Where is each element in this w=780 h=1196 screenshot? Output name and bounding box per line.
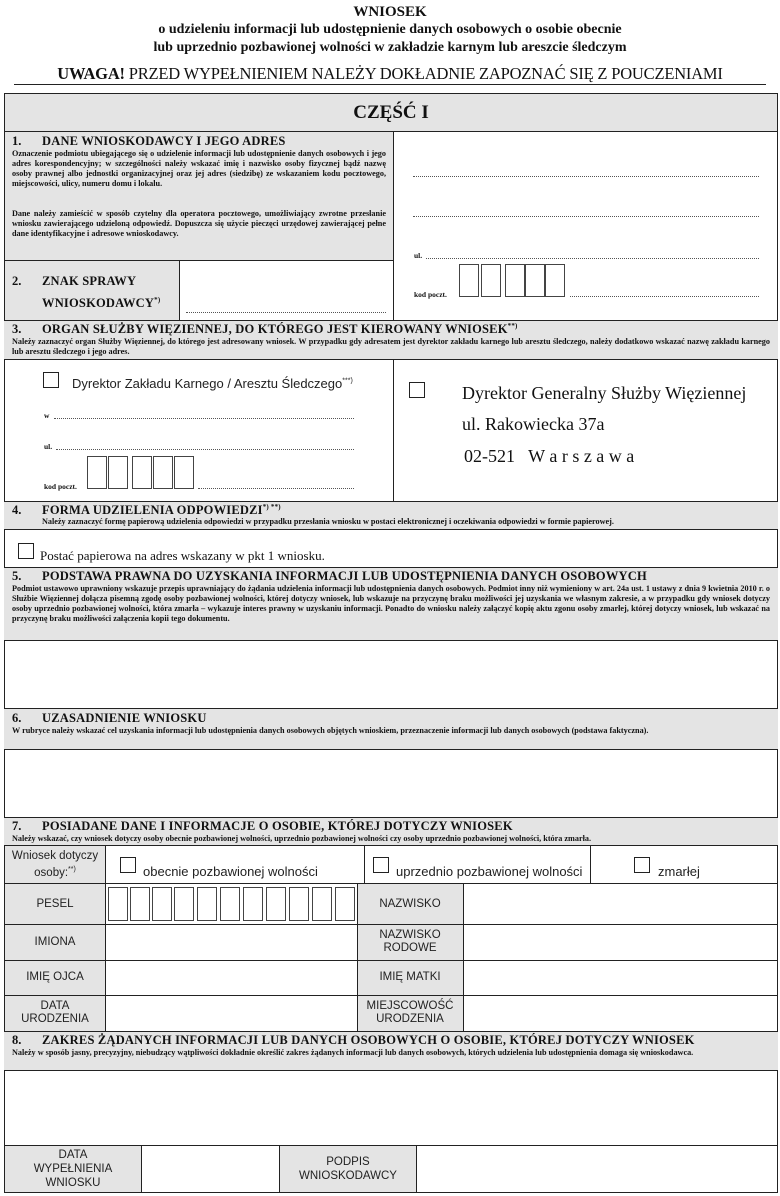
pesel-digit-7[interactable] — [243, 887, 263, 921]
family-name-label-line1: NAZWISKO — [379, 929, 441, 941]
section6-title: UZASADNIENIE WNIOSKU — [42, 711, 207, 725]
pesel-digit-9[interactable] — [289, 887, 309, 921]
applicant-city-field[interactable] — [570, 296, 759, 297]
warning-text: PRZED WYPEŁNIENIEM NALEŻY DOKŁADNIE ZAPOZNAĆ SIĘ Z POUCZENIAMI — [124, 64, 723, 83]
prison-postal-label: kod poczt. — [44, 482, 77, 491]
paper-form-checkbox[interactable] — [18, 543, 34, 559]
section2-number: 2. — [12, 274, 22, 288]
applicant-postal-digit-3[interactable] — [505, 264, 525, 297]
warning-underline — [14, 84, 766, 85]
warning-bold: UWAGA! — [57, 64, 125, 83]
section1-number: 1. — [12, 134, 22, 148]
family-name-field[interactable] — [465, 926, 776, 959]
director-general-city: 02-521 W a r s z a w a — [464, 446, 635, 466]
section5-title: PODSTAWA PRAWNA DO UZYSKANIA INFORMACJI LUB UDOSTĘPNIENIA DANYCH OSOBOWYCH — [42, 569, 647, 583]
person-current-checkbox[interactable] — [120, 857, 136, 873]
birth-date-field[interactable] — [107, 997, 355, 1030]
prison-name-field[interactable] — [54, 418, 354, 419]
section2-title-line1: ZNAK SPRAWY — [42, 274, 137, 288]
section1-description: Oznaczenie podmiotu ubiegającego się o udzielenie informacji lub udostępnienie danych osobowych i jego adres korespondencyjny; w szczególności należy wskazać imię i nazwisko osoby fizycznej bądź nazwę osoby prawnej albo jednostki organizacyjnej oraz jej adres (siedzibę) ze wskazaniem kodu pocztowego, miejscowości, ulicy, numeru domu i lokalu. — [12, 149, 386, 188]
section3-description: Należy zaznaczyć organ Służby Więziennej, do którego jest adresowany wniosek. W przypadku gdy adresatem jest dyrektor zakładu karnego lub aresztu śledczego, należy dodatkowo wskazać nazwę zakładu karnego lub aresztu śledczego i jego adres. — [12, 337, 770, 356]
option-prison-director-checkbox[interactable] — [43, 372, 59, 388]
birth-date-label-line2: URODZENIA — [21, 1013, 89, 1025]
pesel-digit-10[interactable] — [312, 887, 332, 921]
justification-field[interactable] — [6, 751, 776, 815]
option-director-general-checkbox[interactable] — [409, 382, 425, 398]
pesel-digit-2[interactable] — [130, 887, 150, 921]
father-name-label: IMIĘ OJCA — [26, 971, 84, 983]
applicant-postal-digit-1[interactable] — [459, 264, 479, 297]
person-previous-checkbox[interactable] — [373, 857, 389, 873]
applicant-postal-label: kod poczt. — [414, 290, 447, 299]
director-general-name: Dyrektor Generalny Służby Więziennej — [462, 383, 747, 403]
form-subtitle-line1: o udzieleniu informacji lub udostępnienie danych osobowych o osobie obecnie — [158, 22, 622, 37]
prison-postal-digit-2[interactable] — [108, 456, 128, 489]
section1-title: DANE WNIOSKODAWCY I JEGO ADRES — [42, 134, 286, 148]
prison-city-field[interactable] — [198, 488, 354, 489]
section6-number: 6. — [12, 711, 22, 725]
mother-name-field[interactable] — [465, 962, 776, 994]
pesel-digit-5[interactable] — [197, 887, 217, 921]
birth-date-label-line1: DATA — [40, 1000, 70, 1012]
signature-label-line2: WNIOSKODAWCY — [299, 1170, 397, 1182]
director-general-street: ul. Rakowiecka 37a — [462, 414, 605, 434]
prison-postal-digit-4[interactable] — [153, 456, 173, 489]
applicant-postal-digit-5[interactable] — [545, 264, 565, 297]
applicant-postal-digit-4[interactable] — [525, 264, 545, 297]
legal-basis-field[interactable] — [6, 642, 776, 706]
surname-label: NAZWISKO — [379, 898, 441, 910]
person-current-label: obecnie pozbawionej wolności — [143, 864, 318, 879]
form-title: WNIOSEK — [353, 4, 427, 20]
section4-description: Należy zaznaczyć formę papierową udzielenia odpowiedzi w przypadku przesłania wniosku w postaci elektronicznej i oczekiwania odpowiedzi w formie papierowej. — [42, 517, 614, 526]
prison-in-label: w — [44, 411, 50, 420]
fill-date-field[interactable] — [143, 1147, 278, 1191]
section4-title: FORMA UDZIELENIA ODPOWIEDZI*) **) — [42, 503, 281, 518]
person-deceased-checkbox[interactable] — [634, 857, 650, 873]
pesel-digit-11[interactable] — [335, 887, 355, 921]
applicant-name-line2[interactable] — [413, 216, 759, 217]
pesel-digit-1[interactable] — [108, 887, 128, 921]
section1-description2: Dane należy zamieścić w sposób czytelny dla operatora pocztowego, umożliwiający zwrotne przesłanie wniosku zawierającego udzieloną odpowiedź. Dopuszcza się użycie pieczęci urzędowej zawierającej pełne dane identyfikacyjne i adresowe wnioskodawcy. — [12, 209, 386, 238]
prison-postal-digit-3[interactable] — [132, 456, 152, 489]
section8-number: 8. — [12, 1033, 22, 1047]
person-previous-label: uprzednio pozbawionej wolności — [396, 864, 583, 879]
person-deceased-label: zmarłej — [658, 864, 700, 879]
form-subtitle-line2: lub uprzednio pozbawionej wolności w zakładzie karnym lub areszcie śledczym — [153, 40, 627, 55]
surname-field[interactable] — [465, 885, 776, 923]
names-label: IMIONA — [34, 936, 76, 948]
applicant-postal-digit-2[interactable] — [481, 264, 501, 297]
prison-postal-digit-1[interactable] — [87, 456, 107, 489]
section7-description: Należy wskazać, czy wniosek dotyczy osoby obecnie pozbawionej wolności, uprzednio pozbawionej wolności czy osoby uprzednio pozbawionej wolności, która zmarła. — [12, 834, 592, 843]
applicant-street-field[interactable] — [426, 258, 759, 259]
section8-title: ZAKRES ŻĄDANYCH INFORMACJI LUB DANYCH OSOBOWYCH O OSOBIE, KTÓREJ DOTYCZY WNIOSEK — [42, 1033, 695, 1047]
warning-banner — [0, 64, 780, 84]
section2-title-line2: WNIOSKODAWCY*) — [42, 296, 161, 311]
family-name-label-line2: RODOWE — [383, 942, 437, 954]
applicant-name-line1[interactable] — [413, 176, 759, 177]
pesel-digit-3[interactable] — [152, 887, 172, 921]
signature-label-line1: PODPIS — [326, 1156, 370, 1168]
section5-description: Podmiot ustawowo uprawniony wskazuje przepis uprawniający do żądania udzielenia informacji lub udostępnienia danych osobowych. Podmiot inny niż wymieniony w art. 24a ust. 1 ustawy z dnia 9 kwietnia 2010 r. o Służbie Więziennej dołącza pisemną zgodę osoby pozbawionej wolności, której dotyczy wniosek, lub wskazuje na przyczynę braku możliwości jej uzyskania we własnym zakresie, a w przypadku gdy wniosek dotyczy osoby uprzednio pozbawionej wolności, która zmarła – wykazuje interes prawny w uzyskaniu informacji. Ponadto do wniosku należy załączyć kopię aktu zgonu osoby zmarłej, której dotyczy wniosek, lub wskazać na przyczynę braku możliwości załączenia kopii tego dokumentu. — [12, 584, 770, 623]
fill-date-label-line3: WNIOSKU — [45, 1177, 101, 1189]
section6-description: W rubryce należy wskazać cel uzyskania informacji lub udostępnienia danych osobowych objętych wnioskiem, przeznaczenie informacji lub danych osobowych (podstawa faktyczna). — [12, 726, 649, 735]
concerns-label-line1: Wniosek dotyczy — [11, 850, 99, 862]
birth-place-label-line2: URODZENIA — [376, 1013, 444, 1025]
fill-date-label-line2: WYPEŁNIENIA — [33, 1163, 113, 1175]
section4-number: 4. — [12, 503, 22, 517]
section5-number: 5. — [12, 569, 22, 583]
prison-street-label: ul. — [44, 442, 53, 451]
prison-street-field[interactable] — [56, 449, 354, 450]
section7-title: POSIADANE DANE I INFORMACJE O OSOBIE, KTÓREJ DOTYCZY WNIOSEK — [42, 819, 513, 833]
applicant-street-label: ul. — [414, 251, 423, 260]
father-name-field[interactable] — [107, 962, 355, 994]
part-title: CZĘŚĆ I — [353, 102, 429, 123]
pesel-digit-8[interactable] — [266, 887, 286, 921]
birth-place-label-line1: MIEJSCOWOŚĆ — [366, 1000, 454, 1012]
paper-form-label: Postać papierowa na adres wskazany w pkt 1 wniosku. — [40, 548, 325, 563]
section7-number: 7. — [12, 819, 22, 833]
prison-postal-digit-5[interactable] — [174, 456, 194, 489]
birth-place-field[interactable] — [465, 997, 776, 1030]
section3-number: 3. — [12, 322, 22, 336]
mother-name-label: IMIĘ MATKI — [379, 971, 441, 983]
option-prison-director-label: Dyrektor Zakładu Karnego / Aresztu Śledczego***) — [72, 376, 353, 391]
pesel-digit-4[interactable] — [174, 887, 194, 921]
names-field[interactable] — [107, 926, 355, 959]
pesel-label: PESEL — [36, 898, 74, 910]
fill-date-label-line1: DATA — [58, 1149, 88, 1161]
section8-description: Należy w sposób jasny, precyzyjny, niebudzący wątpliwości dokładnie określić zakres żądanych informacji lub danych osobowych, których udzielenia lub udostępnienia domaga się wnioskodawca. — [12, 1048, 694, 1057]
case-reference-field[interactable] — [186, 312, 386, 313]
requested-scope-field[interactable] — [6, 1072, 776, 1144]
pesel-digit-6[interactable] — [220, 887, 240, 921]
concerns-label-line2: osoby:**) — [34, 866, 76, 879]
signature-field[interactable] — [418, 1147, 776, 1191]
section3-title: ORGAN SŁUŻBY WIĘZIENNEJ, DO KTÓREGO JEST KIEROWANY WNIOSEK**) — [42, 322, 518, 337]
